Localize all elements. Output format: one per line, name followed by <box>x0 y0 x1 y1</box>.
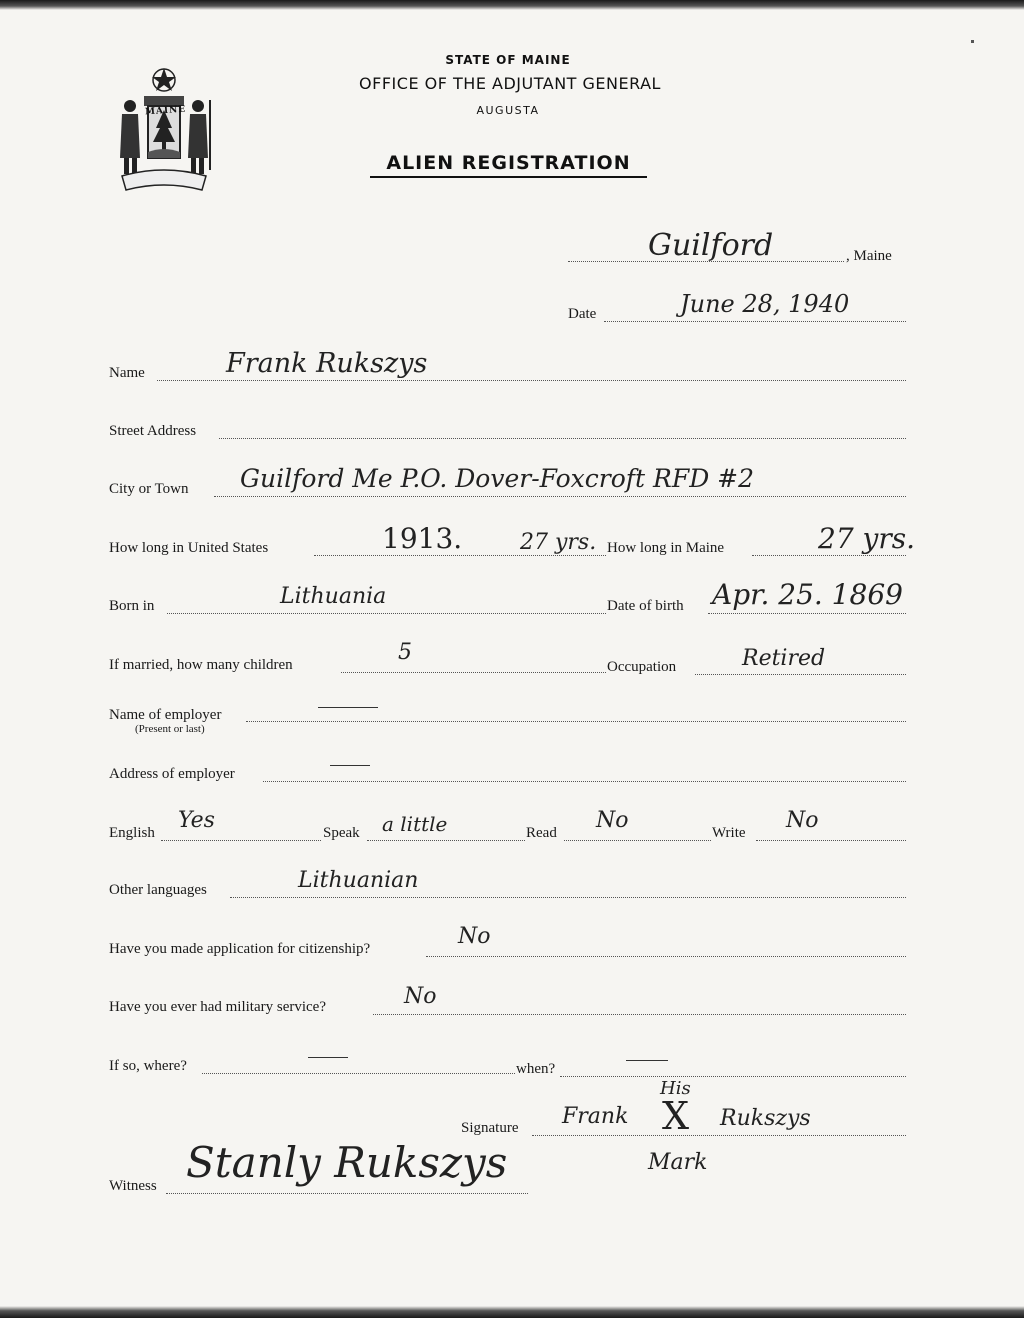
where-label: If so, where? <box>109 1058 187 1074</box>
born-in-label: Born in <box>109 598 155 614</box>
signature-dots <box>532 1135 906 1136</box>
where-dots <box>202 1073 515 1074</box>
long-maine-label: How long in Maine <box>607 540 725 556</box>
employer-dash <box>318 707 378 708</box>
employer-sublabel: (Present or last) <box>135 723 205 735</box>
date-dots <box>604 321 906 322</box>
form-title: ALIEN REGISTRATION <box>370 152 647 178</box>
occupation-label: Occupation <box>607 659 677 675</box>
header-state: STATE OF MAINE <box>445 53 571 67</box>
seal-lettering: MAINE <box>144 104 187 118</box>
signature-last-name: Rukszys <box>720 1106 811 1131</box>
citizenship-value[interactable]: No <box>458 924 491 949</box>
employer-label: Name of employer <box>109 707 222 723</box>
town-value[interactable]: Guilford <box>648 228 774 263</box>
employer-address-dots <box>263 781 906 782</box>
children-dots <box>341 672 606 673</box>
employer-address-label: Address of employer <box>109 766 235 782</box>
dob-value[interactable]: Apr. 25. 1869 <box>712 578 903 611</box>
occupation-dots <box>695 674 906 675</box>
scan-bottom-edge <box>0 1306 1024 1318</box>
dob-dots <box>708 613 906 614</box>
witness-dots <box>166 1193 528 1194</box>
other-languages-label: Other languages <box>109 882 207 898</box>
where-dash <box>308 1057 348 1058</box>
city-dots <box>214 496 906 497</box>
city-value[interactable]: Guilford Me P.O. Dover-Foxcroft RFD #2 <box>240 464 755 493</box>
street-dots <box>219 438 906 439</box>
citizenship-label: Have you made application for citizenship? <box>109 941 371 957</box>
employer-dots <box>246 721 906 722</box>
english-value[interactable]: Yes <box>178 808 215 833</box>
long-maine-dots <box>752 555 906 556</box>
write-value[interactable]: No <box>786 808 819 833</box>
name-label: Name <box>109 365 145 381</box>
read-value[interactable]: No <box>596 808 629 833</box>
speak-dots <box>367 840 525 841</box>
born-in-value[interactable]: Lithuania <box>280 584 387 609</box>
header-city: AUGUSTA <box>476 104 540 117</box>
city-label: City or Town <box>109 481 189 497</box>
witness-signature: Stanly Rukszys <box>186 1138 508 1187</box>
english-label: English <box>109 825 155 841</box>
date-value[interactable]: June 28, 1940 <box>680 290 850 318</box>
read-label: Read <box>526 825 557 841</box>
when-dots <box>560 1076 906 1077</box>
long-us-label: How long in United States <box>109 540 269 556</box>
us-years-value[interactable]: 27 yrs. <box>520 530 597 555</box>
name-value[interactable]: Frank Rukszys <box>226 348 428 379</box>
signature-x-mark: X <box>662 1094 690 1138</box>
signature-first-name: Frank <box>562 1104 629 1129</box>
street-label: Street Address <box>109 423 197 439</box>
name-dots <box>157 380 906 381</box>
maine-years-value[interactable]: 27 yrs. <box>818 522 916 555</box>
other-languages-value[interactable]: Lithuanian <box>298 868 419 893</box>
military-value[interactable]: No <box>404 984 437 1009</box>
read-dots <box>564 840 711 841</box>
military-dots <box>373 1014 906 1015</box>
header-office: OFFICE OF THE ADJUTANT GENERAL <box>359 74 661 93</box>
when-label: when? <box>516 1061 556 1077</box>
children-label: If married, how many children <box>109 657 293 673</box>
signature-label: Signature <box>461 1120 519 1136</box>
signature-his: His <box>660 1078 691 1099</box>
dob-label: Date of birth <box>607 598 684 614</box>
scan-top-edge <box>0 0 1024 10</box>
speak-value[interactable]: a little <box>382 812 448 836</box>
speak-label: Speak <box>323 825 360 841</box>
citizenship-dots <box>426 956 906 957</box>
witness-label: Witness <box>109 1178 157 1194</box>
write-label: Write <box>712 825 746 841</box>
children-value[interactable]: 5 <box>398 640 412 665</box>
maine-label: , Maine <box>846 248 892 264</box>
when-dash <box>626 1060 668 1061</box>
english-dots <box>161 840 321 841</box>
us-year-value[interactable]: 1913. <box>382 522 463 555</box>
employer-address-dash <box>330 765 370 766</box>
military-label: Have you ever had military service? <box>109 999 326 1015</box>
write-dots <box>756 840 906 841</box>
scan-speck <box>971 40 974 43</box>
date-label: Date <box>568 306 597 322</box>
other-languages-dots <box>230 897 906 898</box>
long-us-dots <box>314 555 606 556</box>
occupation-value[interactable]: Retired <box>742 646 826 671</box>
born-in-dots <box>167 613 606 614</box>
signature-mark-word: Mark <box>648 1150 708 1175</box>
